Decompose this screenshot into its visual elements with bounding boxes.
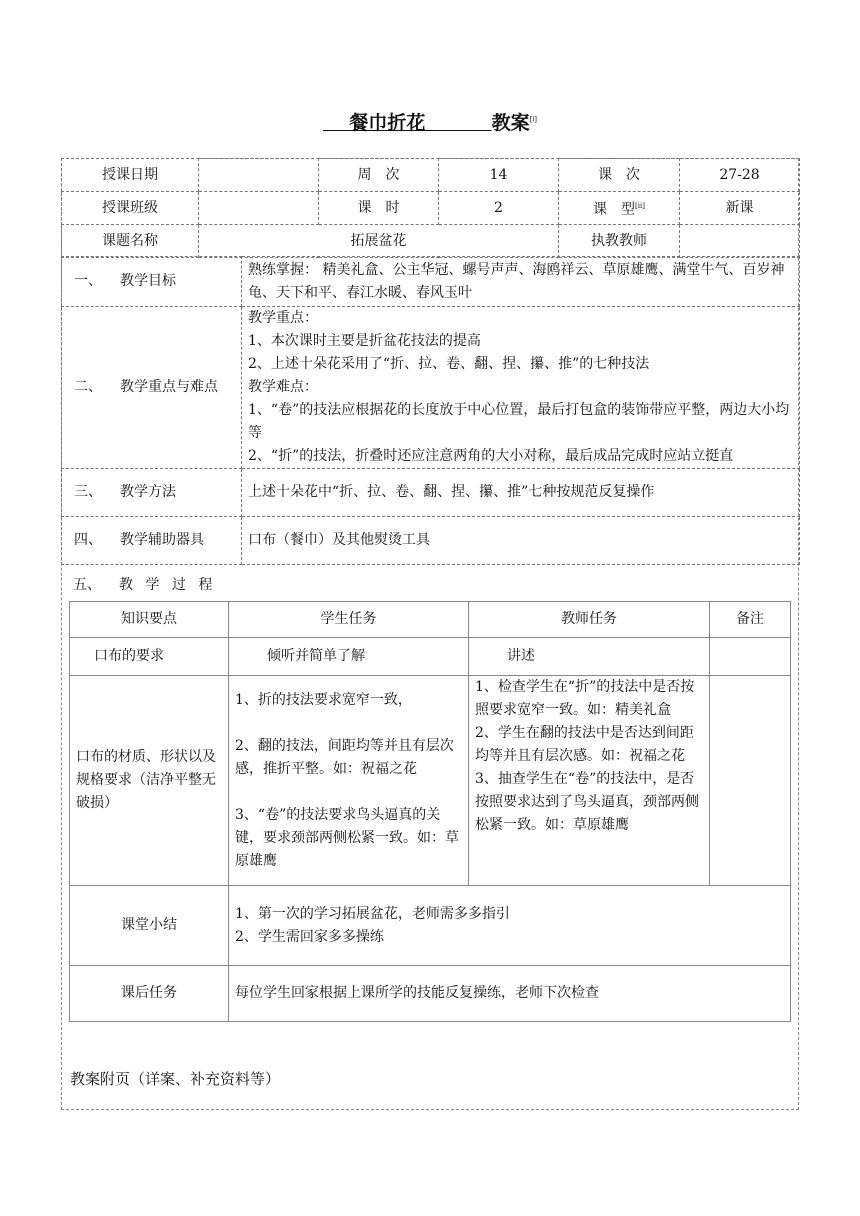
section-content: 口布（餐巾）及其他熨烫工具 — [242, 517, 800, 565]
homework-content: 每位学生回家根据上课所学的技能反复操练，老师下次检查 — [229, 966, 791, 1022]
section-row — [62, 307, 800, 469]
info-row-3 — [62, 225, 800, 258]
type-footnote-mark: [ii] — [635, 201, 645, 210]
header-note: 备注 — [710, 602, 791, 638]
homework-label: 课后任务 — [70, 966, 229, 1022]
date-value — [199, 159, 319, 192]
process-point: 口布的材质、形状以及规格要求（洁净平整无破损） — [70, 676, 229, 886]
section-label: 二、 教学重点与难点 — [62, 307, 242, 469]
homework-row — [70, 966, 791, 1022]
process-note — [710, 638, 791, 676]
type-label: 课 型 — [593, 201, 636, 218]
summary-content: 1、第一次的学习拓展盆花，老师需多多指引 2、学生需回家多多操练 — [229, 886, 791, 966]
topic-value: 拓展盆花 — [199, 225, 559, 258]
class-value — [199, 192, 319, 225]
appendix-heading: 教案附页（详案、补充资料等） — [70, 1070, 281, 1088]
topic-label: 课题名称 — [62, 225, 199, 258]
section-label: 一、 教学目标 — [62, 257, 242, 307]
process-student: 1、折的技法要求宽窄一致， 2、翻的技法，间距均等并且有层次感，推折平整。如：祝福之花 3、“卷”的技法要求鸟头逼真的关键，要求颈部两侧松紧一致。如：草原雄鹰 — [229, 676, 469, 886]
teacher-label: 执教教师 — [559, 225, 680, 258]
section-label: 四、 教学辅助器具 — [62, 517, 242, 565]
info-row-1 — [62, 159, 800, 192]
summary-label: 课堂小结 — [70, 886, 229, 966]
header-teacher: 教师任务 — [469, 602, 710, 638]
lesson-value: 27-28 — [680, 159, 800, 192]
section-label: 三、 教学方法 — [62, 469, 242, 517]
week-label: 周 次 — [319, 159, 439, 192]
header-point: 知识要点 — [70, 602, 229, 638]
week-value: 14 — [439, 159, 559, 192]
type-label-cell — [559, 192, 680, 225]
info-row-2 — [62, 192, 800, 225]
process-point: 口布的要求 — [70, 638, 229, 676]
class-label: 授课班级 — [62, 192, 199, 225]
section-content: 上述十朵花中“折、拉、卷、翻、捏、攥、推”七种按规范反复操作 — [242, 469, 800, 517]
process-student: 倾听并简单了解 — [229, 638, 469, 676]
hours-label: 课 时 — [319, 192, 439, 225]
hours-value: 2 — [439, 192, 559, 225]
process-row — [70, 676, 791, 886]
section-content: 熟练掌握： 精美礼盒、公主华冠、螺号声声、海鸥祥云、草原雄鹰、满堂牛气、百岁神龟、天下和平、春江水暖、春风玉叶 — [242, 257, 800, 307]
process-teacher: 1、检查学生在“折”的技法中是否按照要求宽窄一致。如：精美礼盒 2、学生在翻的技法中是否达到间距均等并且有层次感。如：祝福之花 3、抽查学生在“卷”的技法中，是否按照要求达到了鸟头逼真，颈部两侧松紧一致。如：草原雄鹰 — [469, 676, 710, 886]
process-header-row — [70, 602, 791, 638]
course-name: 餐巾折花 — [349, 112, 426, 134]
footnote-mark: [i] — [529, 115, 538, 124]
process-row — [70, 638, 791, 676]
process-note — [710, 676, 791, 886]
section-row — [62, 469, 800, 517]
section-row — [62, 257, 800, 307]
title-suffix: 教案 — [491, 112, 530, 134]
teacher-value — [680, 225, 800, 258]
summary-row — [70, 886, 791, 966]
process-teacher: 讲述 — [469, 638, 710, 676]
info-table — [61, 158, 800, 258]
type-value: 新课 — [680, 192, 800, 225]
lesson-label: 课 次 — [559, 159, 680, 192]
sections-table — [61, 256, 800, 565]
date-label: 授课日期 — [62, 159, 199, 192]
process-heading: 五、 教 学 过 程 — [73, 577, 217, 593]
page-title — [0, 108, 860, 135]
header-student: 学生任务 — [229, 602, 469, 638]
section-content: 教学重点： 1、本次课时主要是折盆花技法的提高 2、上述十朵花采用了“折、拉、卷、翻、捏、攥、推”的七种技法 教学难点： 1、“卷”的技法应根据花的长度放于中心位置，最后打包盒的装饰带应平整，两边大小均等 2、“折”的技法，折叠时还应注意两角的大小对称，最后成品完成时应站立挺直 — [242, 307, 800, 469]
process-table — [69, 601, 791, 1022]
section-row — [62, 517, 800, 565]
